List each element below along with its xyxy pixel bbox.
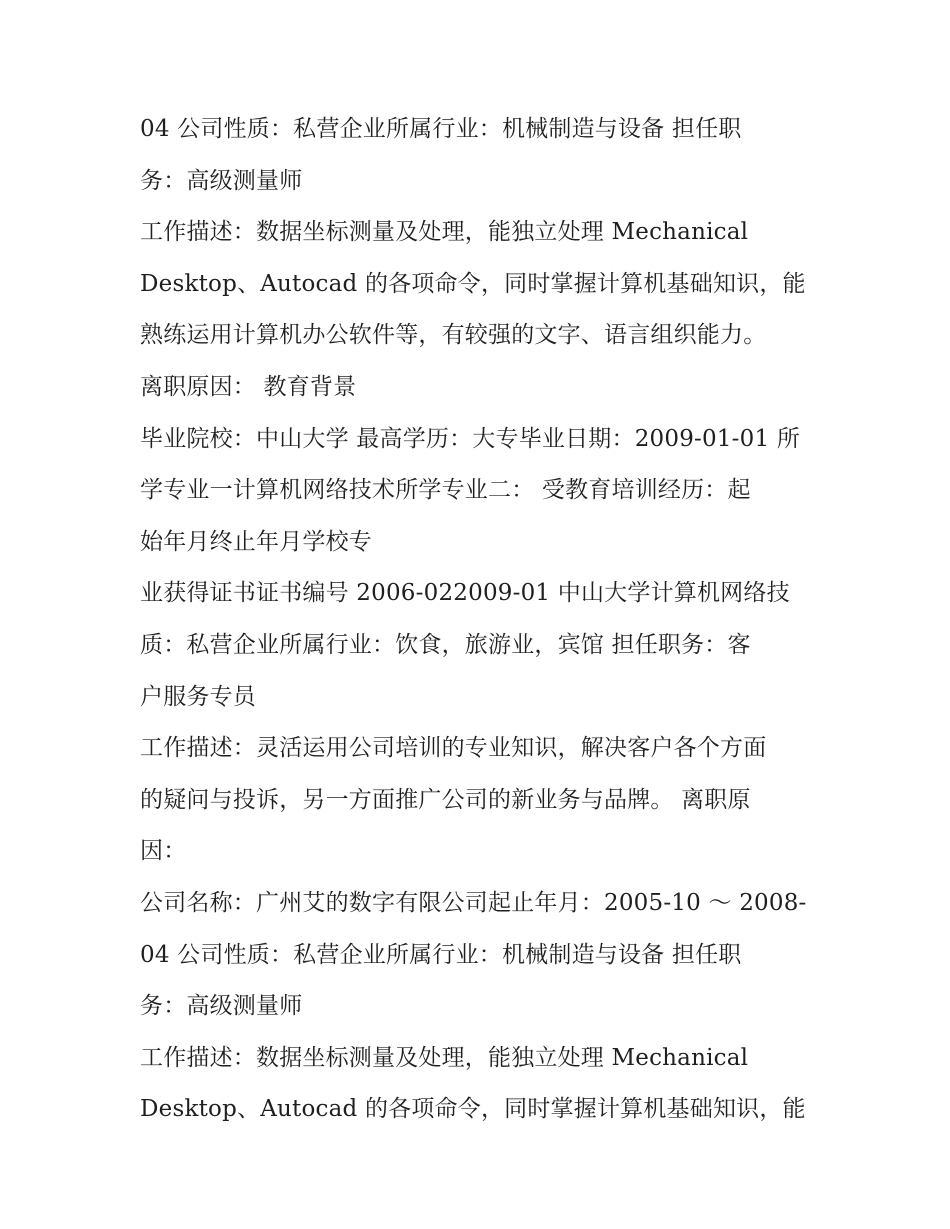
document-body bbox=[140, 104, 820, 1136]
text-line: 质：私营企业所属行业：饮食，旅游业，宾馆 担任职务：客 bbox=[140, 631, 751, 658]
text-line: Desktop、Autocad 的各项命令，同时掌握计算机基础知识，能 bbox=[140, 270, 806, 297]
text-line: 工作描述：数据坐标测量及处理，能独立处理 Mechanical bbox=[140, 1044, 749, 1071]
text-line: 务：高级测量师 bbox=[140, 167, 303, 194]
text-line: Desktop、Autocad 的各项命令，同时掌握计算机基础知识，能 bbox=[140, 1096, 806, 1123]
text-line: 户服务专员 bbox=[140, 683, 256, 710]
text-line: 熟练运用计算机办公软件等，有较强的文字、语言组织能力。 bbox=[140, 322, 767, 349]
text-line: 04 公司性质：私营企业所属行业：机械制造与设备 担任职 bbox=[140, 941, 742, 968]
text-line: 离职原因： 教育背景 bbox=[140, 373, 357, 400]
text-line: 工作描述：灵活运用公司培训的专业知识，解决客户各个方面 bbox=[140, 735, 767, 762]
text-line: 务：高级测量师 bbox=[140, 993, 303, 1020]
text-line: 学专业一计算机网络技术所学专业二： 受教育培训经历：起 bbox=[140, 477, 751, 504]
text-line: 因： bbox=[140, 838, 187, 865]
text-line: 04 公司性质：私营企业所属行业：机械制造与设备 担任职 bbox=[140, 116, 742, 142]
text-line: 毕业院校：中山大学 最高学历：大专毕业日期：2009-01-01 所 bbox=[140, 425, 801, 452]
text-line: 工作描述：数据坐标测量及处理，能独立处理 Mechanical bbox=[140, 219, 749, 246]
text-line: 的疑问与投诉，另一方面推广公司的新业务与品牌。 离职原 bbox=[140, 786, 751, 813]
text-line: 公司名称：广州艾的数字有限公司起止年月：2005-10 ～ 2008- bbox=[140, 889, 807, 916]
text-line: 业获得证书证书编号 2006-022009-01 中山大学计算机网络技 bbox=[140, 580, 790, 607]
text-line: 始年月终止年月学校专 bbox=[140, 528, 372, 555]
